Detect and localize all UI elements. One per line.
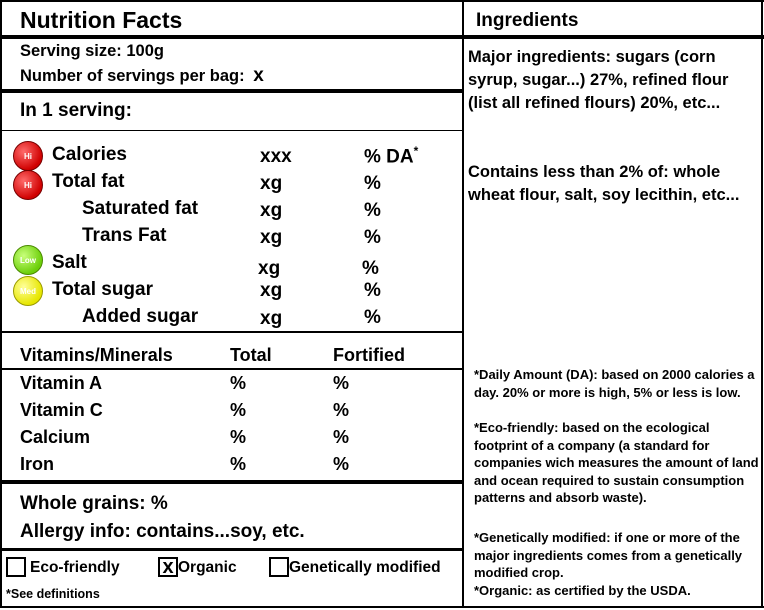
hi-indicator-icon: Hi: [13, 170, 43, 200]
vitamins-header-total: Total: [230, 345, 272, 365]
ingredients-title: Ingredients: [476, 10, 579, 31]
nutrient-percent: %: [364, 173, 381, 194]
vitamin-fortified: %: [333, 427, 350, 447]
allergy-rule: [0, 548, 462, 551]
per-serving-rule: [0, 130, 462, 131]
nutrient-percent: %: [362, 258, 379, 279]
vitamin-fortified: %: [333, 373, 350, 393]
nutrient-amount: xxx: [260, 146, 292, 167]
nutrient-amount: xg: [260, 200, 283, 221]
eco-friendly-label: Eco-friendly: [30, 559, 120, 576]
definition-daily-amount: *Daily Amount (DA): based on 2000 calories a day. 20% or more is high, 5% or less is low.: [474, 367, 755, 400]
nutrient-amount: xg: [260, 280, 283, 301]
nutrient-percent-text: % DA: [364, 146, 414, 168]
definition-genetically-modified: *Genetically modified: if one or more of the major ingredients comes from a genetically modified crop.: [474, 530, 743, 580]
vitamin-total: %: [230, 373, 247, 393]
serving-size: Serving size: 100g: [20, 42, 164, 60]
serving-rule: [0, 89, 462, 93]
nutrient-name: Total fat: [52, 171, 125, 192]
vitamin-total: %: [230, 400, 247, 420]
definition-organic: *Organic: as certified by the USDA.: [474, 583, 691, 598]
nutrient-percent: [364, 144, 418, 168]
eco-friendly-checkbox[interactable]: [6, 557, 26, 577]
nutrient-amount: xg: [260, 227, 283, 248]
organic-checkbox[interactable]: x: [158, 557, 178, 577]
vitamin-name: Vitamin C: [20, 400, 103, 420]
frame-right: [761, 0, 763, 608]
vitamins-header-name: Vitamins/Minerals: [20, 345, 173, 365]
med-indicator-icon: Med: [13, 276, 43, 306]
definition-eco-friendly: *Eco-friendly: based on the ecological footprint of a company (a standard for companies wich measures the amount of land and ocean required to sustain consumption patterns and absorb waste).: [474, 420, 759, 505]
nutrient-name: Saturated fat: [82, 198, 199, 219]
nutrient-percent: %: [364, 200, 381, 221]
nutrients-rule: [0, 331, 462, 333]
organic-label: Organic: [178, 559, 237, 576]
vitamin-fortified: %: [333, 400, 350, 420]
vitamin-total: %: [230, 454, 247, 474]
genetically-modified-label: Genetically modified: [289, 559, 441, 576]
low-indicator-icon: Low: [13, 245, 43, 275]
nutrient-name: Trans Fat: [82, 225, 167, 246]
frame-bottom: [0, 606, 764, 608]
nutrient-amount: xg: [258, 258, 281, 279]
title-rule: [0, 35, 764, 39]
servings-per-bag: [20, 65, 264, 87]
nutrient-percent: %: [364, 227, 381, 248]
servings-per-bag-label: Number of servings per bag:: [20, 67, 245, 85]
nutrient-name: Added sugar: [82, 306, 199, 327]
frame-top: [0, 0, 764, 2]
minor-ingredients: Contains less than 2% of: whole wheat flour, salt, soy lecithin, etc...: [468, 163, 740, 204]
servings-per-bag-value: x: [253, 65, 264, 86]
see-definitions-note: *See definitions: [6, 587, 100, 601]
vitamins-header-fortified: Fortified: [333, 345, 405, 365]
nutrient-percent: %: [364, 307, 381, 328]
vitamin-total: %: [230, 427, 247, 447]
vitamin-name: Calcium: [20, 427, 91, 447]
vitamin-name: Vitamin A: [20, 373, 103, 393]
footnote-marker: *: [413, 144, 419, 158]
genetically-modified-checkbox[interactable]: [269, 557, 289, 577]
major-ingredients: Major ingredients: sugars (corn syrup, sugar...) 27%, refined flour (list all refined flours) 20%, etc...: [468, 48, 729, 112]
whole-grains: Whole grains: %: [20, 493, 168, 514]
column-divider: [462, 0, 464, 608]
nutrient-name: Calories: [52, 144, 127, 165]
vitamins-rule: [0, 480, 462, 484]
label-title: Nutrition Facts: [20, 7, 183, 33]
vitamin-name: Iron: [20, 454, 54, 474]
vitamins-header-rule: [0, 368, 462, 370]
allergy-info: Allergy info: contains...soy, etc.: [20, 521, 305, 542]
per-serving-heading: In 1 serving:: [20, 100, 132, 121]
hi-indicator-icon: Hi: [13, 141, 43, 171]
nutrient-amount: xg: [260, 308, 283, 329]
nutrient-name: Salt: [52, 252, 87, 273]
nutrient-amount: xg: [260, 173, 283, 194]
nutrient-name: Total sugar: [52, 279, 153, 300]
vitamin-fortified: %: [333, 454, 350, 474]
nutrient-percent: %: [364, 280, 381, 301]
